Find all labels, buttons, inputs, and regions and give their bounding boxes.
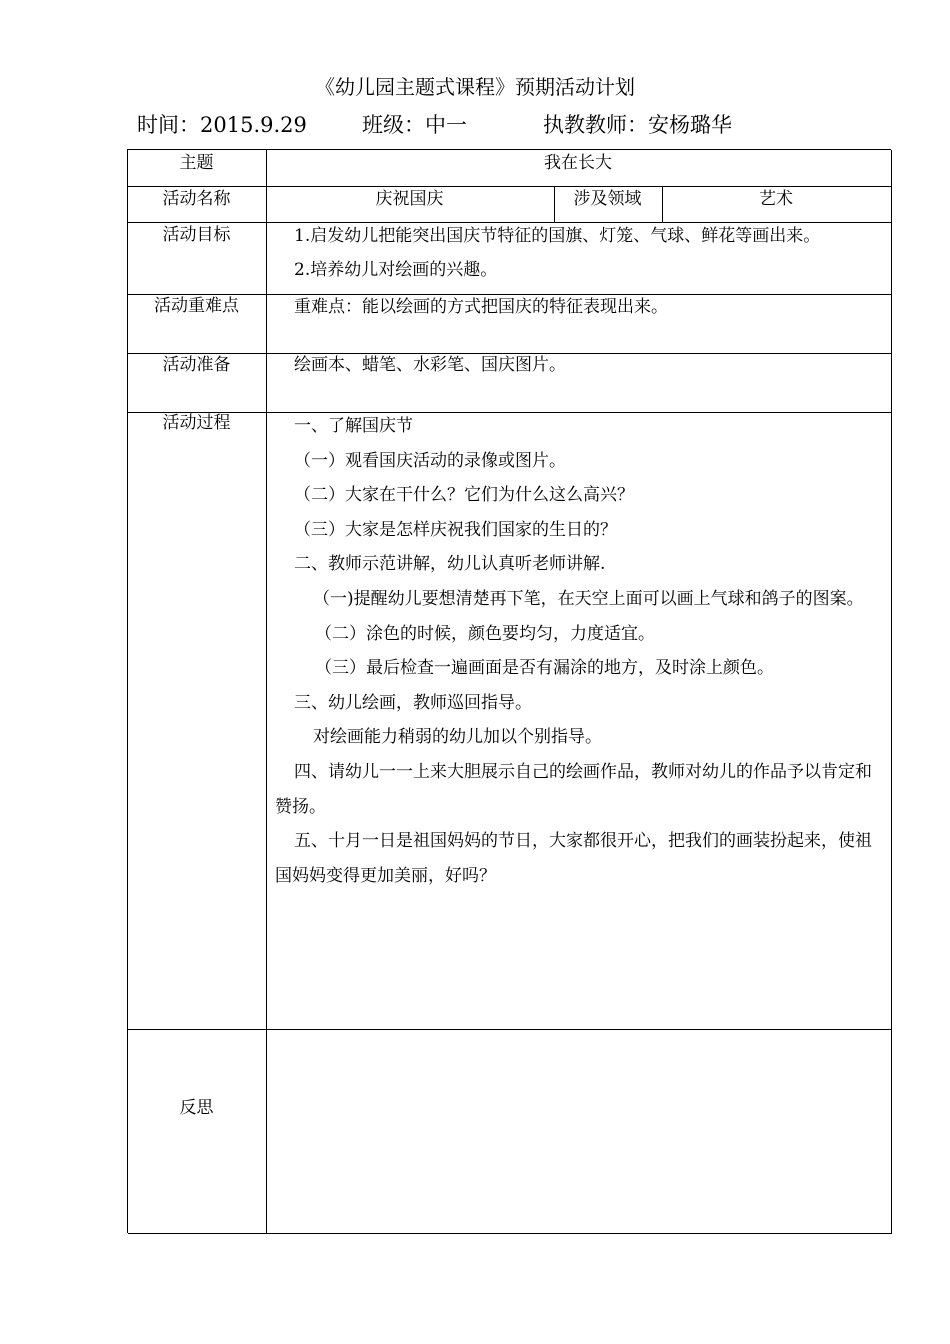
process-line: （二）大家在干什么？它们为什么这么高兴？ [294,485,634,506]
process-line: 一、了解国庆节 [294,416,413,436]
date-field: 时间：2015.9.29 [137,113,307,137]
activity-key-label: 活动重难点 [154,296,239,316]
process-line: （一）观看国庆活动的录像或图片。 [294,450,566,471]
process-line: （二）涂色的时候，颜色要均匀，力度适宜。 [315,623,655,644]
process-line: 对绘画能力稍弱的幼儿加以个别指导。 [313,727,602,748]
process-line: 五、十月一日是祖国妈妈的节日，大家都很开心，把我们的画装扮起来，使祖国妈妈变得更加美丽，好吗？ [275,831,872,886]
process-line: 三、幼儿绘画，教师巡回指导。 [294,692,532,713]
teacher-field: 执教教师：安杨璐华 [543,113,732,137]
goal-line-2: 2.培养幼儿对绘画的兴趣。 [294,260,498,280]
activity-name-value: 庆祝国庆 [375,189,444,209]
class-field: 班级：中一 [362,113,467,137]
domain-label: 涉及领域 [573,189,642,209]
theme-value: 我在长大 [544,153,612,173]
theme-label: 主题 [179,153,214,173]
activity-goal-label: 活动目标 [162,225,231,245]
process-content [275,409,885,893]
domain-value: 艺术 [759,189,793,209]
activity-process-label: 活动过程 [162,413,231,433]
activity-name-label: 活动名称 [162,189,231,209]
reflection-label: 反思 [179,1098,214,1118]
process-line: （一)提醒幼儿要想清楚再下笔，在天空上面可以画上气球和鸽子的图案。 [313,588,864,609]
process-line: 二、教师示范讲解，幼儿认真听老师讲解. [294,554,606,575]
process-line: （三）最后检查一遍画面是否有漏涂的地方，及时涂上颜色。 [315,658,774,679]
process-line: 四、请幼儿一一上来大胆展示自己的绘画作品，教师对幼儿的作品予以肯定和赞扬。 [275,761,872,817]
prep-value: 绘画本、蜡笔、水彩笔、国庆图片。 [294,355,566,375]
key-value: 重难点：能以绘画的方式把国庆的特征表现出来。 [294,297,668,317]
activity-prep-label: 活动准备 [162,355,231,375]
process-line: （三）大家是怎样庆祝我们国家的生日的？ [294,519,617,540]
document-title: 《幼儿园主题式课程》预期活动计划 [315,75,635,99]
goal-line-1: 1.启发幼儿把能突出国庆节特征的国旗、灯笼、气球、鲜花等画出来。 [294,226,821,246]
